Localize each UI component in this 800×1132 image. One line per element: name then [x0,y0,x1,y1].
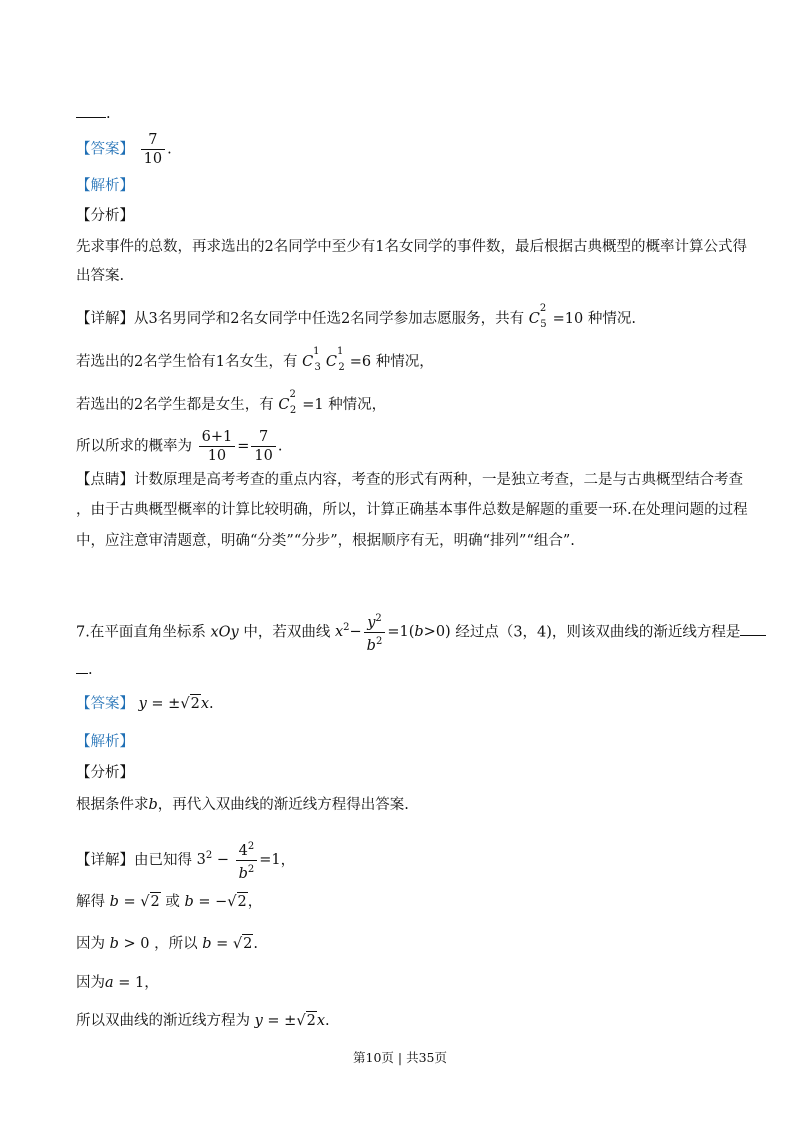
q7-detail-line-3: 因为 b > 0 ，所以 b = √2. [76,936,258,952]
asymptote-answer: y = ±√2x [138,696,209,712]
combination-formula: $C^1_3$ $C^1_2 =6$ [302,346,372,373]
fill-blank [76,117,106,118]
q6-tip-line-3: 中，应注意审清题意，明确“分类”“分步”，根据顺序有无，明确“排列”“组合”. [76,533,575,549]
q6-detail-line-2: 若选出的2名学生恰有1名女生，有 $C^1_3$ $C^1_2 =6$ 种情况， [76,346,434,373]
q7-answer: 【答案】 y = ±√2x. [76,696,214,712]
q7-detail-line-2: 解得 b = √2 或 b = −√2， [76,894,263,910]
q6-detail-line-3: 若选出的2名学生都是女生，有 $C^2_2 =1$ 种情况， [76,389,387,416]
q6-detail-line-1: 【详解】从3名男同学和2名女同学中任选2名同学参加志愿服务，共有 $C^2_5 =10$ 种情况. [76,303,636,330]
q7-stem-cont: . [76,660,93,680]
q6-analysis-text-cont: 出答案. [76,268,125,284]
q6-jiexi-tag: 【解析】 [76,178,134,194]
combination-formula: $C^2_5 =10$ [528,303,584,330]
answer-tag: 【答案】 [76,141,134,158]
q7-detail-line-5: 所以双曲线的渐近线方程为 y = ±√2x. [76,1013,330,1029]
asymptote-equation: y = ±√2x [254,1013,325,1029]
q6-fenxi-tag: 【分析】 [76,208,134,224]
q6-answer: 【答案】 $\frac{7}{10}$ . [76,132,172,167]
probability-fraction: $\frac{6+1}{10}$ [199,428,236,465]
q6-detail-line-4: 所以所求的概率为 $\frac{6+1}{10}$ = $\frac{7}{10}$ . [76,429,283,464]
equation: $3^2$ − $\frac{4^2}{b^2}$ =1 [197,852,281,868]
q7-detail-line-4: 因为a = 1， [76,975,159,991]
q7-fenxi-tag: 【分析】 [76,765,134,781]
answer-blank-line: . [76,104,111,124]
q7-analysis-text: 根据条件求b，再代入双曲线的渐近线方程得出答案. [76,797,409,813]
probability-fraction-result: $\frac{7}{10}$ [251,428,275,465]
q7-stem: 7.在平面直角坐标系 xOy 中，若双曲线 $x^2-$ $\frac{y^2}{b^2}$ =1(b>0) 经过点（3，4)，则该双曲线的渐近线方程是 [76,610,766,655]
page-footer: 第10页 | 共35页 [353,1050,447,1065]
hyperbola-equation: $x^2-$ $\frac{y^2}{b^2}$ =1(b>0) [335,624,451,640]
combination-formula: $C^2_2 =1$ [278,389,324,416]
q6-tip-line-1: 【点睛】计数原理是高考考查的重点内容，考查的形式有两种，一是独立考查，二是与古典概型结合考查 [76,472,743,488]
q7-detail-line-1: 【详解】由已知得 $3^2$ − $\frac{4^2}{b^2}$ =1， [76,838,295,883]
q6-analysis-text: 先求事件的总数，再求选出的2名同学中至少有1名女同学的事件数，最后根据古典概型的概率计算公式得 [76,239,747,255]
q6-tip-line-2: ，由于古典概型概率的计算比较明确，所以，计算正确基本事件总数是解题的重要一环.在处理问题的过程 [76,502,748,518]
answer-fraction: $\frac{7}{10}$ [141,131,165,168]
q7-jiexi-tag: 【解析】 [76,734,134,750]
